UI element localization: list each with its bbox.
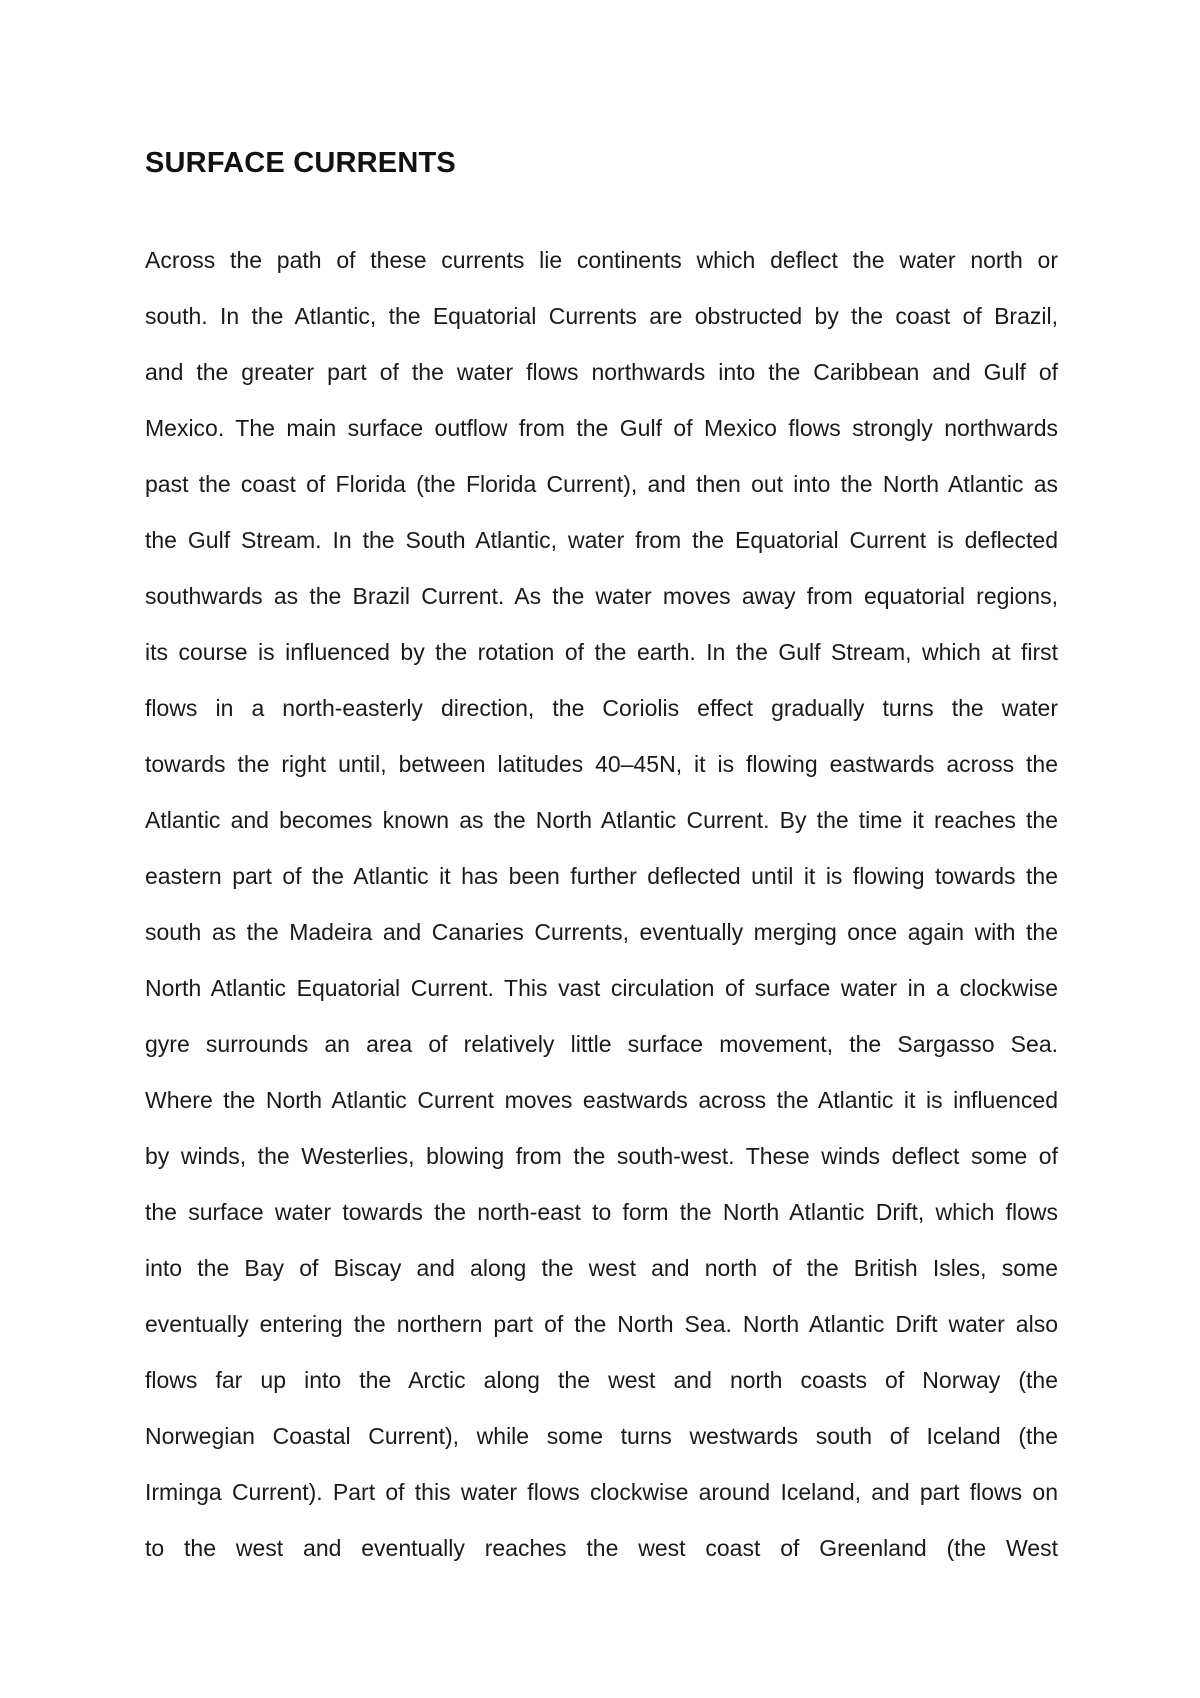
body-line: to the west and eventually reaches the west coast of Greenland (the West — [145, 1535, 1058, 1561]
body-line: eastern part of the Atlantic it has been further deflected until it is flowing towards the — [145, 863, 1058, 889]
body-line: south. In the Atlantic, the Equatorial Currents are obstructed by the coast of Brazil, — [145, 303, 1058, 329]
body-line: southwards as the Brazil Current. As the water moves away from equatorial regions, — [145, 583, 1058, 609]
body-line: south as the Madeira and Canaries Currents, eventually merging once again with the — [145, 919, 1058, 945]
body-line: flows far up into the Arctic along the west and north coasts of Norway (the — [145, 1367, 1058, 1393]
body-line: Irminga Current). Part of this water flows clockwise around Iceland, and part flows on — [145, 1479, 1058, 1505]
body-line: its course is influenced by the rotation of the earth. In the Gulf Stream, which at first — [145, 639, 1058, 665]
body-line: and the greater part of the water flows northwards into the Caribbean and Gulf of — [145, 359, 1058, 385]
body-line: Across the path of these currents lie continents which deflect the water north or — [145, 247, 1058, 273]
body-line: Where the North Atlantic Current moves eastwards across the Atlantic it is influenced — [145, 1087, 1058, 1113]
body-line: by winds, the Westerlies, blowing from the south-west. These winds deflect some of — [145, 1143, 1058, 1169]
document-title: SURFACE CURRENTS — [145, 147, 456, 179]
body-line: the Gulf Stream. In the South Atlantic, water from the Equatorial Current is deflected — [145, 527, 1058, 553]
body-line: North Atlantic Equatorial Current. This vast circulation of surface water in a clockwise — [145, 975, 1058, 1001]
body-line: eventually entering the northern part of the North Sea. North Atlantic Drift water also — [145, 1311, 1058, 1337]
body-line: into the Bay of Biscay and along the west and north of the British Isles, some — [145, 1255, 1058, 1281]
body-line: Norwegian Coastal Current), while some turns westwards south of Iceland (the — [145, 1423, 1058, 1449]
document-body — [145, 232, 1058, 1576]
body-line: flows in a north-easterly direction, the Coriolis effect gradually turns the water — [145, 695, 1058, 721]
body-line: Atlantic and becomes known as the North Atlantic Current. By the time it reaches the — [145, 807, 1058, 833]
body-line: past the coast of Florida (the Florida Current), and then out into the North Atlantic as — [145, 471, 1058, 497]
body-line: towards the right until, between latitudes 40–45N, it is flowing eastwards across the — [145, 751, 1058, 777]
body-line: Mexico. The main surface outflow from the Gulf of Mexico flows strongly northwards — [145, 415, 1058, 441]
body-line: the surface water towards the north-east to form the North Atlantic Drift, which flows — [145, 1199, 1058, 1225]
body-line: gyre surrounds an area of relatively little surface movement, the Sargasso Sea. — [145, 1031, 1058, 1057]
